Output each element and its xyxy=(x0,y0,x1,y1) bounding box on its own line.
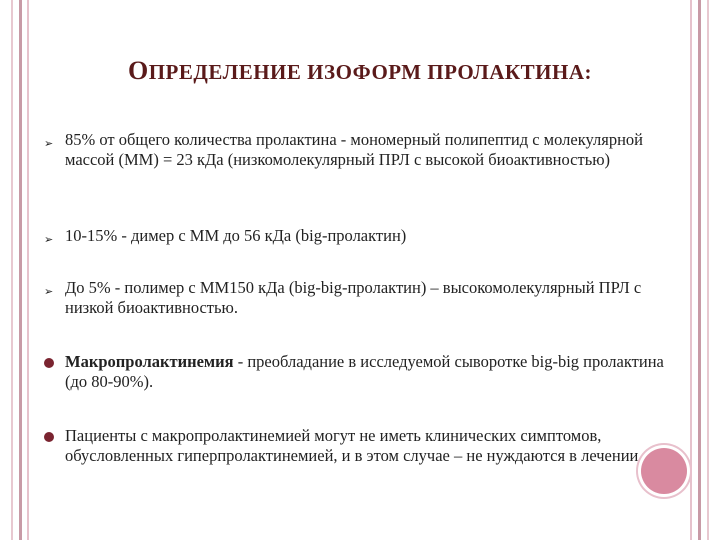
dot-bullet-icon xyxy=(44,358,54,368)
list-item-text: 10-15% - димер с ММ до 56 кДа (big-пролактин) xyxy=(65,226,407,245)
term-definition: - преобладание в исследуемой сыворотке big-big пролактина (до 80-90%). xyxy=(65,352,664,391)
arrow-bullet-icon: ➢ xyxy=(44,137,54,150)
list-item-text: 85% от общего количества пролактина - мономерный полипептид с молекулярной массой (ММ) = 23 кДа (низкомолекулярный ПРЛ с высокой биоактивностью) xyxy=(65,130,643,169)
term-bold: Макропролактинемия xyxy=(65,352,234,371)
slide-title xyxy=(0,56,720,86)
list-item-text: Пациенты с макропролактинемией могут не иметь клинических симптомов, обусловленных гиперпролактинемией, и в этом случае – не нуждаются в лечении. xyxy=(65,426,643,465)
arrow-bullet-icon: ➢ xyxy=(44,285,54,298)
dot-bullet-icon xyxy=(44,432,54,442)
list-item-text: До 5% - полимер с ММ150 кДа (big-big-пролактин) – высокомолекулярный ПРЛ с низкой биоактивностью. xyxy=(65,278,642,317)
title-initial: О xyxy=(127,56,149,85)
arrow-bullet-icon: ➢ xyxy=(44,233,54,246)
list-item-text xyxy=(65,352,665,392)
decorative-circle xyxy=(641,448,687,494)
title-remainder: ИЗОФОРМ ПРОЛАКТИНА: xyxy=(301,60,592,84)
title-word: ПРЕДЕЛЕНИЕ xyxy=(148,60,302,84)
